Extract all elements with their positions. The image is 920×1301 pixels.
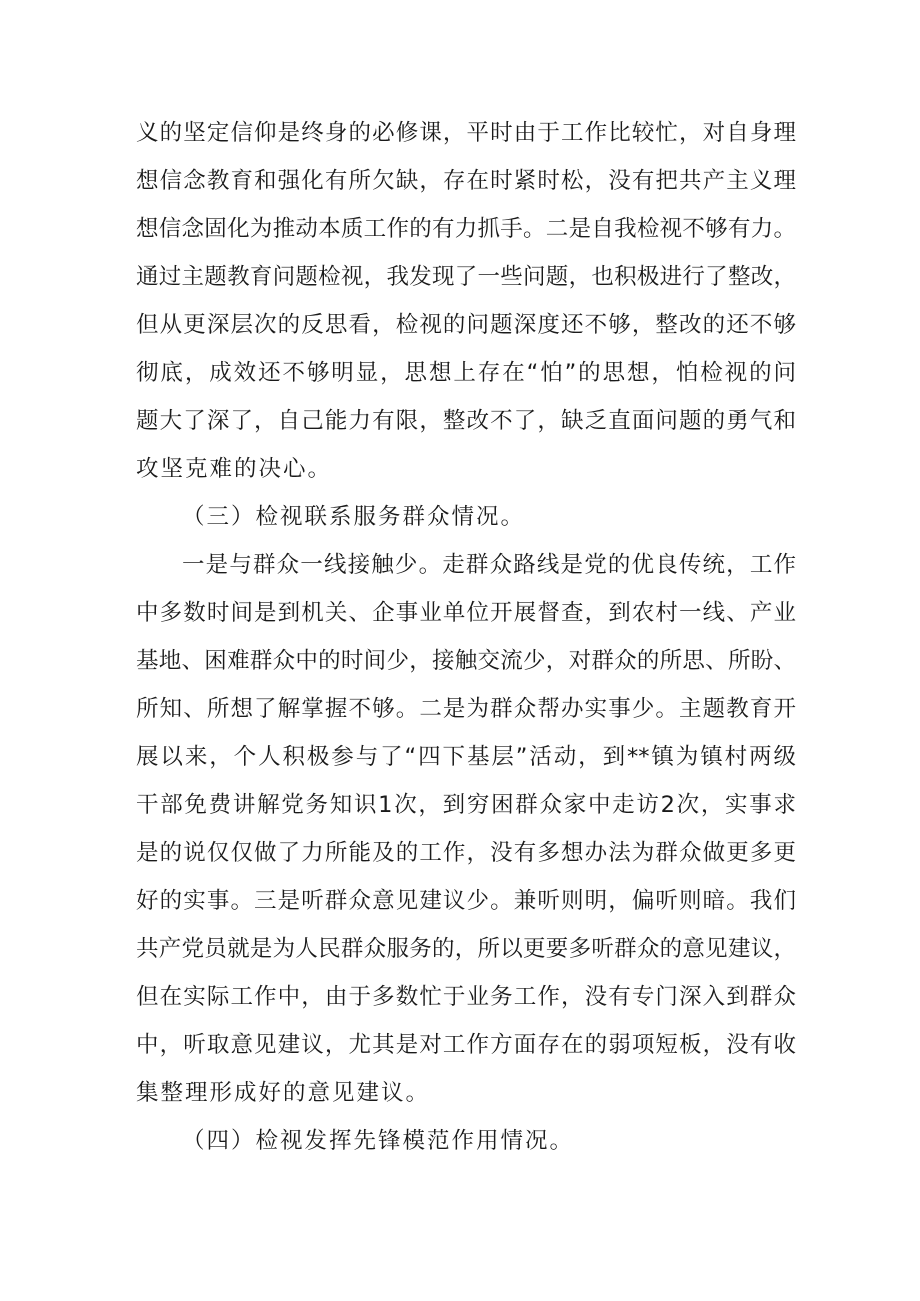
text-line: 共产党员就是为人民群众服务的，所以更要多听群众的意见建议， [136,936,796,962]
text-line: 义的坚定信仰是终身的必修课，平时由于工作比较忙，对自身理 [136,120,796,146]
text-line: 想信念固化为推动本质工作的有力抓手。二是自我检视不够有力。 [136,216,796,242]
text-line: 好的实事。三是听群众意见建议少。兼听则明，偏听则暗。我们 [136,888,796,914]
text-line: 想信念教育和强化有所欠缺，存在时紧时松，没有把共产主义理 [136,168,796,194]
text-line: 但从更深层次的反思看，检视的问题深度还不够，整改的还不够 [136,312,796,338]
text-line: 彻底，成效还不够明显，思想上存在“怕”的思想，怕检视的问 [136,360,796,386]
text-line: 中多数时间是到机关、企事业单位开展督查，到农村一线、产业 [136,600,796,626]
text-line: 一是与群众一线接触少。走群众路线是党的优良传统，工作 [182,552,796,578]
text-line: 攻坚克难的决心。 [136,456,333,482]
text-line: 但在实际工作中，由于多数忙于业务工作，没有专门深入到群众 [136,984,796,1010]
section-heading-4: （四）检视发挥先锋模范作用情况。 [182,1128,575,1154]
text-line: 集整理形成好的意见建议。 [136,1080,431,1106]
text-line: 干部免费讲解党务知识1次，到穷困群众家中走访2次，实事求 [136,792,796,818]
text-line: 是的说仅仅做了力所能及的工作，没有多想办法为群众做更多更 [136,840,796,866]
text-line: 中，听取意见建议，尤其是对工作方面存在的弱项短板，没有收 [136,1032,796,1058]
text-line: 通过主题教育问题检视，我发现了一些问题，也积极进行了整改， [136,264,796,290]
text-line: 展以来，个人积极参与了“四下基层”活动，到**镇为镇村两级 [136,744,796,770]
text-line: 题大了深了，自己能力有限，整改不了，缺乏直面问题的勇气和 [136,408,796,434]
text-line: 基地、困难群众中的时间少，接触交流少，对群众的所思、所盼、 [136,648,796,674]
text-line: 所知、所想了解掌握不够。二是为群众帮办实事少。主题教育开 [136,696,796,722]
section-heading-3: （三）检视联系服务群众情况。 [182,504,526,530]
